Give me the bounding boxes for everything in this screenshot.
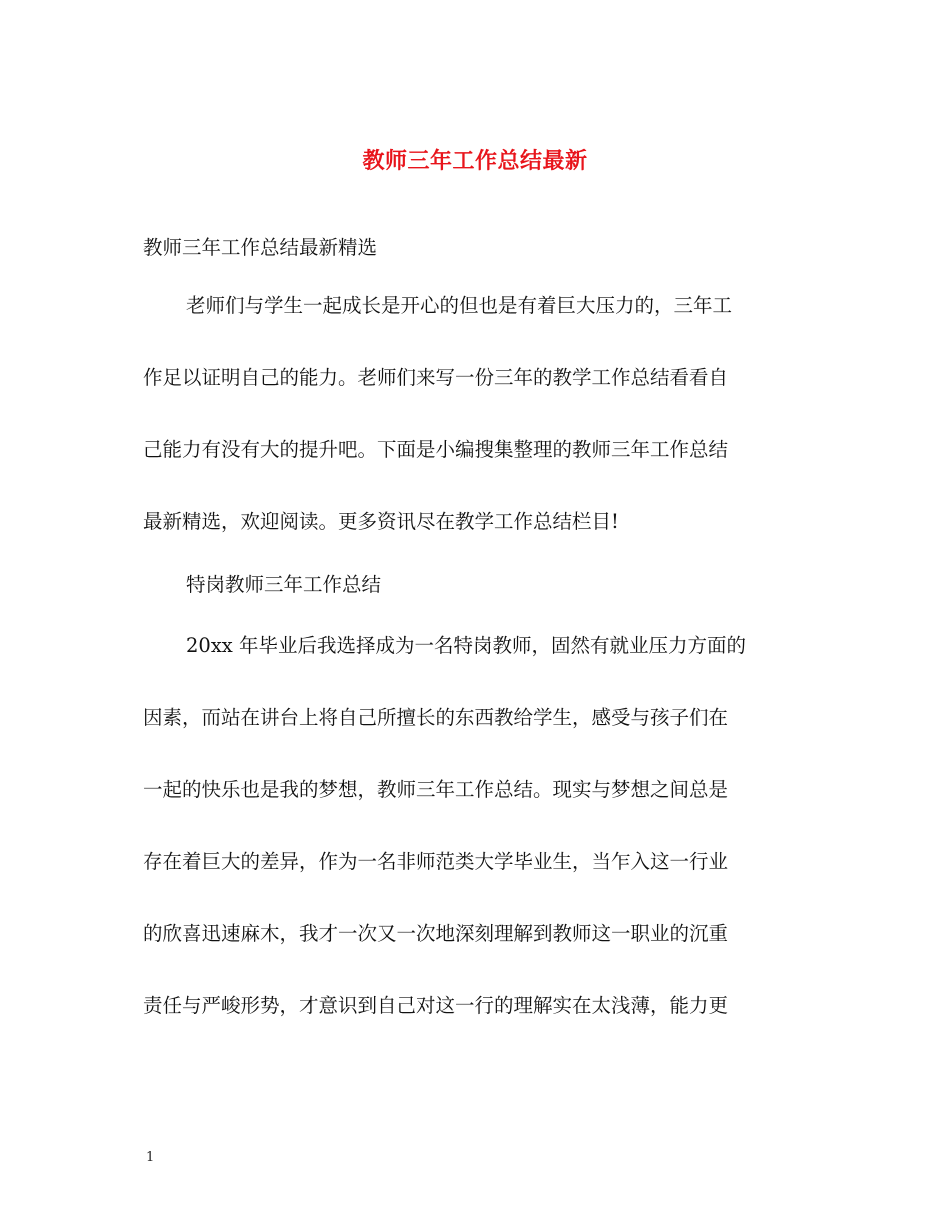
intro-line: 作足以证明自己的能力。老师们来写一份三年的教学工作总结看看自 xyxy=(143,366,729,389)
intro-paragraph xyxy=(143,270,803,558)
body-line: 因素，而站在讲台上将自己所擅长的东西教给学生，感受与孩子们在 xyxy=(143,706,729,729)
body-line: 20xx 年毕业后我选择成为一名特岗教师，固然有就业压力方面的 xyxy=(186,634,747,657)
page-number: 1 xyxy=(146,1150,155,1165)
intro-line: 己能力有没有大的提升吧。下面是小编搜集整理的教师三年工作总结 xyxy=(143,438,729,461)
document-title: 教师三年工作总结最新 xyxy=(362,148,588,174)
section-heading: 特岗教师三年工作总结 xyxy=(186,573,382,596)
body-line: 一起的快乐也是我的梦想，教师三年工作总结。现实与梦想之间总是 xyxy=(143,778,729,801)
body-line: 的欣喜迅速麻木，我才一次又一次地深刻理解到教师这一职业的沉重 xyxy=(143,922,729,945)
body-line: 责任与严峻形势，才意识到自己对这一行的理解实在太浅薄，能力更 xyxy=(143,994,729,1017)
intro-line: 老师们与学生一起成长是开心的但也是有着巨大压力的，三年工 xyxy=(186,294,733,317)
document-subtitle: 教师三年工作总结最新精选 xyxy=(143,236,378,259)
body-paragraph xyxy=(143,610,803,1042)
intro-line: 最新精选，欢迎阅读。更多资讯尽在教学工作总结栏目! xyxy=(143,510,619,533)
body-line: 存在着巨大的差异，作为一名非师范类大学毕业生，当乍入这一行业 xyxy=(143,850,729,873)
